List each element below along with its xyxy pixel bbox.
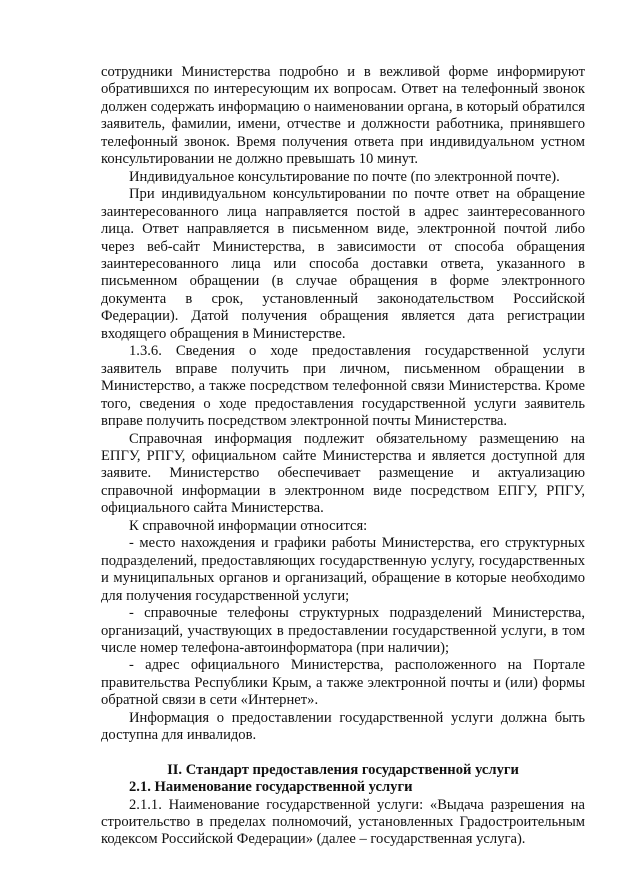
paragraph-2-1-1: 2.1.1. Наименование государственной услуги: «Выдача разрешения на строительство в пределах полномочий, установленных Градостроительным кодексом Российской Федерации» (далее – государственная услуга). [101, 796, 585, 848]
list-item-phones: - справочные телефоны структурных подразделений Министерства, организаций, участвующих в предоставлении государственной услуги, в том числе номер телефона-автоинформатора (при наличии); [101, 605, 585, 656]
list-item-location: - место нахождения и графики работы Министерства, его структурных подразделений, предоставляющих государственную услугу, государственных и муниципальных органов и организаций, обращение в которые необходимо для получения государственной услуги; [101, 535, 585, 604]
document-page [101, 64, 585, 849]
paragraph-reference-info: Справочная информация подлежит обязательному размещению на ЕПГУ, РПГУ, официальном сайте Министерства и является доступной для заявите. Министерство обеспечивает размещение и актуализацию справочной информации в электронном виде посредством ЕПГУ, РПГУ, официального сайта Министерства. [101, 430, 585, 517]
subsection-heading: 2.1. Наименование государственной услуги [129, 779, 413, 796]
list-item-address: - адрес официального Министерства, расположенного на Портале правительства Республики Крым, а также электронной почты и (или) формы обратной связи в сети «Интернет». [101, 657, 585, 709]
paragraph-reference-includes: К справочной информации относится: [129, 517, 368, 534]
paragraph-mail-consultation: При индивидуальном консультировании по почте ответ на обращение заинтересованного лица направляется постой в адрес заинтересованного лица. Ответ направляется в письменном виде, электронной почтой либо через веб-сайт Министерства, в зависимости от способа обращения заинтересованного лица или способа доставки ответа, указанного в письменном обращении (в случае обращения в форме электронного документа в срок, установленный законодательством Российской Федерации). Датой получения обращения является дата регистрации входящего обращения в Министерстве. [101, 186, 585, 342]
paragraph-mail-consultation-title: Индивидуальное консультирование по почте (по электронной почте). [129, 168, 560, 185]
paragraph-consultation-phone: сотрудники Министерства подробно и в вежливой форме информируют обратившихся по интересующим их вопросам. Ответ на телефонный звонок должен содержать информацию о наименовании органа, в который обратился заявитель, фамилии, имени, отчестве и должности работника, принявшего телефонный звонок. Время получения ответа при индивидуальном устном консультировании не должно превышать 10 минут. [101, 64, 585, 168]
section-heading: II. Стандарт предоставления государственной услуги [167, 761, 519, 778]
paragraph-1-3-6: 1.3.6. Сведения о ходе предоставления государственной услуги заявитель вправе получить при личном, письменном обращении в Министерство, а также посредством телефонной связи Министерства. Кроме того, сведения о ходе предоставления государственной услуги заявитель вправе получить посредством электронной почты Министерства. [101, 343, 585, 430]
paragraph-accessibility: Информация о предоставлении государственной услуги должна быть доступна для инвалидов. [101, 709, 585, 744]
